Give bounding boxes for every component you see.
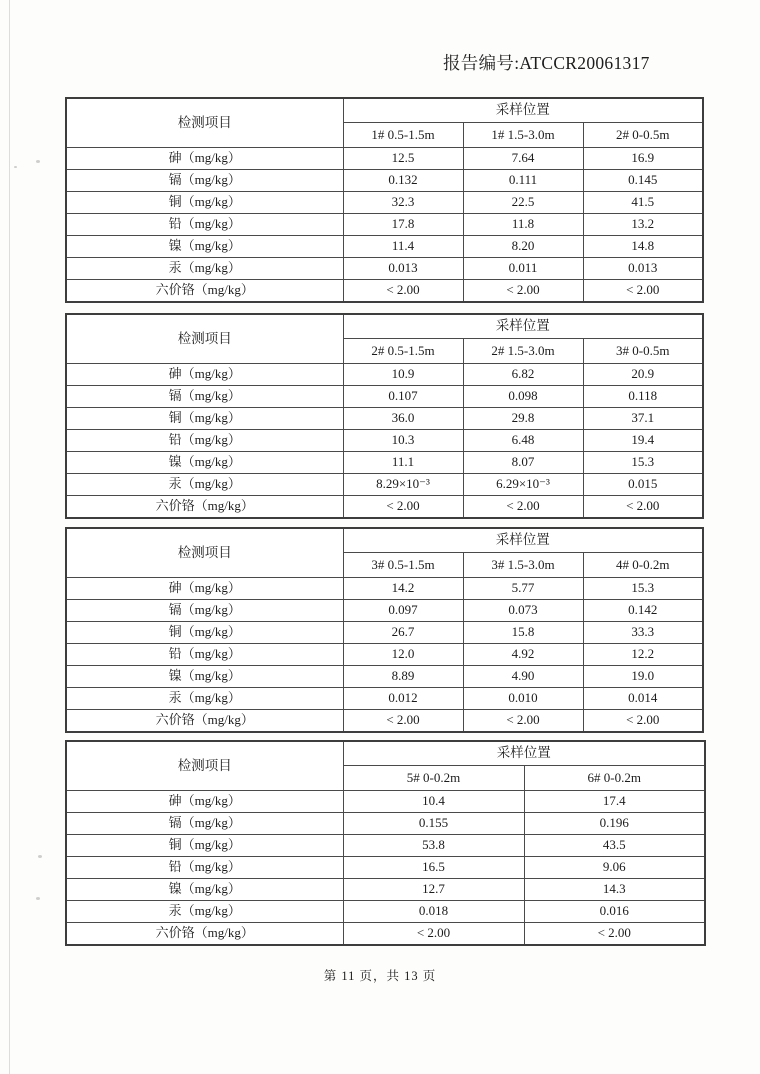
item-label-cell: 汞（mg/kg） <box>66 901 343 923</box>
column-header: 3# 0.5-1.5m <box>343 553 463 578</box>
value-cell: 6.82 <box>463 364 583 386</box>
value-cell: 17.8 <box>343 214 463 236</box>
value-cell: 6.29×10⁻³ <box>463 474 583 496</box>
value-cell: 0.016 <box>524 901 705 923</box>
value-cell: 7.64 <box>463 148 583 170</box>
value-cell: 17.4 <box>524 791 705 813</box>
column-header: 1# 0.5-1.5m <box>343 123 463 148</box>
value-cell: 14.8 <box>583 236 703 258</box>
scan-speck <box>14 166 17 168</box>
test-items-header: 检测项目 <box>66 314 343 364</box>
measurement-table-2 <box>65 313 704 519</box>
value-cell: 0.010 <box>463 688 583 710</box>
test-items-header: 检测项目 <box>66 528 343 578</box>
table-row <box>66 408 703 430</box>
value-cell: 26.7 <box>343 622 463 644</box>
value-cell: 8.07 <box>463 452 583 474</box>
item-label-cell: 汞（mg/kg） <box>66 258 343 280</box>
value-cell: 13.2 <box>583 214 703 236</box>
item-label-cell: 六价铬（mg/kg） <box>66 280 343 303</box>
value-cell: 0.111 <box>463 170 583 192</box>
item-label-cell: 铅（mg/kg） <box>66 214 343 236</box>
value-cell: 10.9 <box>343 364 463 386</box>
table-row <box>66 813 705 835</box>
table-row <box>66 386 703 408</box>
table-row <box>66 280 703 303</box>
sampling-position-header: 采样位置 <box>343 314 703 339</box>
value-cell: 11.1 <box>343 452 463 474</box>
value-cell: < 2.00 <box>343 496 463 519</box>
item-label-cell: 砷（mg/kg） <box>66 791 343 813</box>
table-row <box>66 791 705 813</box>
value-cell: 8.89 <box>343 666 463 688</box>
item-label-cell: 铜（mg/kg） <box>66 192 343 214</box>
measurement-table-3 <box>65 527 704 733</box>
value-cell: 0.196 <box>524 813 705 835</box>
scan-edge-artifact <box>9 0 10 1074</box>
value-cell: 14.3 <box>524 879 705 901</box>
column-header: 5# 0-0.2m <box>343 766 524 791</box>
value-cell: 5.77 <box>463 578 583 600</box>
value-cell: 0.142 <box>583 600 703 622</box>
table-row <box>66 857 705 879</box>
value-cell: < 2.00 <box>583 710 703 733</box>
value-cell: 19.0 <box>583 666 703 688</box>
page-number-footer: 第 11 页，共 13 页 <box>323 969 437 983</box>
table-row <box>66 901 705 923</box>
value-cell: 0.097 <box>343 600 463 622</box>
table-row <box>66 496 703 519</box>
value-cell: 0.013 <box>583 258 703 280</box>
value-cell: 8.29×10⁻³ <box>343 474 463 496</box>
item-label-cell: 六价铬（mg/kg） <box>66 710 343 733</box>
value-cell: < 2.00 <box>463 280 583 303</box>
column-header: 3# 0-0.5m <box>583 339 703 364</box>
table-row <box>66 644 703 666</box>
table-row <box>66 600 703 622</box>
scan-speck <box>36 897 40 900</box>
table-row <box>66 578 703 600</box>
measurement-table-1 <box>65 97 704 303</box>
value-cell: 15.3 <box>583 452 703 474</box>
table-row <box>66 364 703 386</box>
table-row <box>66 622 703 644</box>
value-cell: 0.155 <box>343 813 524 835</box>
value-cell: 12.2 <box>583 644 703 666</box>
sampling-position-header: 采样位置 <box>343 741 705 766</box>
value-cell: 6.48 <box>463 430 583 452</box>
item-label-cell: 镍（mg/kg） <box>66 879 343 901</box>
value-cell: < 2.00 <box>583 280 703 303</box>
table-row <box>66 170 703 192</box>
value-cell: < 2.00 <box>583 496 703 519</box>
value-cell: 0.118 <box>583 386 703 408</box>
item-label-cell: 铜（mg/kg） <box>66 835 343 857</box>
value-cell: 11.4 <box>343 236 463 258</box>
table-row <box>66 192 703 214</box>
item-label-cell: 砷（mg/kg） <box>66 148 343 170</box>
value-cell: 32.3 <box>343 192 463 214</box>
value-cell: 0.013 <box>343 258 463 280</box>
column-header: 6# 0-0.2m <box>524 766 705 791</box>
value-cell: 36.0 <box>343 408 463 430</box>
value-cell: 0.132 <box>343 170 463 192</box>
column-header: 3# 1.5-3.0m <box>463 553 583 578</box>
column-header: 2# 0-0.5m <box>583 123 703 148</box>
item-label-cell: 镍（mg/kg） <box>66 452 343 474</box>
table-row <box>66 666 703 688</box>
test-items-header: 检测项目 <box>66 98 343 148</box>
item-label-cell: 镍（mg/kg） <box>66 236 343 258</box>
table-row <box>66 710 703 733</box>
value-cell: 4.92 <box>463 644 583 666</box>
value-cell: 19.4 <box>583 430 703 452</box>
table-row <box>66 474 703 496</box>
table-row <box>66 835 705 857</box>
table-row <box>66 148 703 170</box>
item-label-cell: 铅（mg/kg） <box>66 857 343 879</box>
value-cell: < 2.00 <box>524 923 705 946</box>
item-label-cell: 铜（mg/kg） <box>66 408 343 430</box>
column-header: 2# 0.5-1.5m <box>343 339 463 364</box>
value-cell: 33.3 <box>583 622 703 644</box>
value-cell: 22.5 <box>463 192 583 214</box>
sampling-position-header: 采样位置 <box>343 98 703 123</box>
column-header: 2# 1.5-3.0m <box>463 339 583 364</box>
value-cell: 10.4 <box>343 791 524 813</box>
value-cell: 29.8 <box>463 408 583 430</box>
value-cell: 15.8 <box>463 622 583 644</box>
sampling-position-header: 采样位置 <box>343 528 703 553</box>
value-cell: < 2.00 <box>343 280 463 303</box>
item-label-cell: 六价铬（mg/kg） <box>66 923 343 946</box>
item-label-cell: 汞（mg/kg） <box>66 688 343 710</box>
value-cell: < 2.00 <box>343 923 524 946</box>
value-cell: 4.90 <box>463 666 583 688</box>
column-header: 4# 0-0.2m <box>583 553 703 578</box>
test-items-header: 检测项目 <box>66 741 343 791</box>
item-label-cell: 镉（mg/kg） <box>66 600 343 622</box>
item-label-cell: 砷（mg/kg） <box>66 578 343 600</box>
value-cell: < 2.00 <box>343 710 463 733</box>
item-label-cell: 镉（mg/kg） <box>66 170 343 192</box>
item-label-cell: 汞（mg/kg） <box>66 474 343 496</box>
value-cell: 0.012 <box>343 688 463 710</box>
value-cell: 41.5 <box>583 192 703 214</box>
value-cell: 12.0 <box>343 644 463 666</box>
value-cell: 0.098 <box>463 386 583 408</box>
value-cell: 12.7 <box>343 879 524 901</box>
item-label-cell: 铅（mg/kg） <box>66 430 343 452</box>
item-label-cell: 镉（mg/kg） <box>66 386 343 408</box>
value-cell: 53.8 <box>343 835 524 857</box>
item-label-cell: 砷（mg/kg） <box>66 364 343 386</box>
item-label-cell: 铜（mg/kg） <box>66 622 343 644</box>
value-cell: 16.5 <box>343 857 524 879</box>
value-cell: 0.011 <box>463 258 583 280</box>
table-row <box>66 688 703 710</box>
item-label-cell: 铅（mg/kg） <box>66 644 343 666</box>
value-cell: < 2.00 <box>463 710 583 733</box>
measurement-table-4 <box>65 740 706 946</box>
value-cell: 0.015 <box>583 474 703 496</box>
value-cell: 20.9 <box>583 364 703 386</box>
column-header: 1# 1.5-3.0m <box>463 123 583 148</box>
value-cell: < 2.00 <box>463 496 583 519</box>
value-cell: 10.3 <box>343 430 463 452</box>
value-cell: 0.145 <box>583 170 703 192</box>
table-row <box>66 879 705 901</box>
value-cell: 14.2 <box>343 578 463 600</box>
value-cell: 9.06 <box>524 857 705 879</box>
table-row <box>66 430 703 452</box>
scan-speck <box>38 855 42 858</box>
value-cell: 8.20 <box>463 236 583 258</box>
item-label-cell: 镍（mg/kg） <box>66 666 343 688</box>
table-row <box>66 258 703 280</box>
value-cell: 16.9 <box>583 148 703 170</box>
table-row <box>66 214 703 236</box>
item-label-cell: 镉（mg/kg） <box>66 813 343 835</box>
value-cell: 0.014 <box>583 688 703 710</box>
value-cell: 11.8 <box>463 214 583 236</box>
table-row <box>66 236 703 258</box>
value-cell: 43.5 <box>524 835 705 857</box>
report-number: 报告编号:ATCCR20061317 <box>443 53 650 73</box>
item-label-cell: 六价铬（mg/kg） <box>66 496 343 519</box>
table-row <box>66 452 703 474</box>
value-cell: 0.073 <box>463 600 583 622</box>
scan-speck <box>36 160 40 163</box>
value-cell: 12.5 <box>343 148 463 170</box>
value-cell: 0.107 <box>343 386 463 408</box>
value-cell: 37.1 <box>583 408 703 430</box>
value-cell: 0.018 <box>343 901 524 923</box>
value-cell: 15.3 <box>583 578 703 600</box>
table-row <box>66 923 705 946</box>
